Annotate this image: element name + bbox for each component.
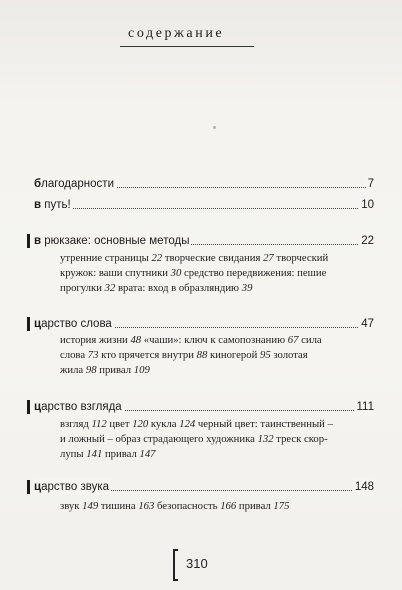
subentry-text: кружок: ваши спутники (60, 267, 171, 279)
toc-entry-page: 10 (361, 199, 374, 211)
toc-entry-title (34, 399, 124, 415)
toc-entry-initial: в (34, 235, 42, 247)
toc-subentry-line (60, 266, 360, 281)
subentry-page-number: 88 (196, 349, 208, 361)
toc-entry-page: 7 (367, 178, 374, 190)
subentry-page-number: 95 (260, 349, 271, 361)
toc-subentries (60, 499, 360, 514)
subentry-text: средство передвижения: пешие (181, 267, 327, 279)
subentry-page-number: 73 (87, 349, 99, 361)
toc-entry-title (34, 316, 114, 332)
subentry-page-number: 98 (85, 364, 97, 376)
subentry-page-number: 27 (263, 252, 274, 264)
subentry-text: безопасность (154, 500, 221, 512)
subentry-page-number: 124 (179, 418, 196, 430)
toc-entry-basic-methods[interactable] (34, 233, 374, 249)
toc-subentries (60, 333, 360, 378)
subentry-page-number: 149 (82, 500, 99, 512)
subentry-text: сила (298, 334, 322, 346)
toc-subentry-line (60, 251, 360, 266)
toc-entry-title-rest: рюкзаке: основные методы (41, 235, 190, 247)
subentry-page-number: 39 (241, 282, 253, 294)
page-title: содержание (128, 26, 225, 41)
toc-entry-title (34, 479, 111, 495)
subentry-text: и ложный – образ страдающего художника (60, 433, 258, 445)
page-number: 310 (186, 556, 208, 571)
subentry-text: жила (60, 364, 86, 376)
subentry-text: творческий (273, 252, 329, 264)
subentry-text: лупы (60, 448, 87, 460)
toc-entry-title (34, 197, 73, 213)
toc-entry-initial: б (34, 178, 42, 190)
subentry-text: тишина (98, 500, 139, 512)
subentry-page-number: 48 (130, 334, 142, 346)
subentry-text: киногерой (207, 349, 260, 361)
subentry-text: привал (96, 364, 134, 376)
paper-speck (213, 126, 216, 129)
toc-entry-page: 47 (361, 318, 374, 330)
toc-entry-title (34, 176, 116, 192)
subentry-page-number: 30 (170, 267, 182, 279)
section-marker (27, 234, 30, 248)
toc-entry-title-rest: лагодарности (41, 178, 114, 190)
toc-subentry-line (60, 432, 360, 447)
toc-subentries (60, 417, 360, 462)
subentry-text: привал (102, 448, 140, 460)
subentry-page-number: 67 (287, 334, 299, 346)
toc-subentry-line (60, 333, 360, 348)
toc-entry-word-kingdom[interactable] (34, 316, 374, 332)
subentry-page-number: 22 (151, 252, 163, 264)
subentry-page-number: 175 (273, 500, 290, 512)
toc-subentry-line (60, 348, 360, 363)
subentry-text: творческие свидания (162, 252, 264, 264)
toc-entry-sight-kingdom[interactable] (34, 399, 374, 415)
toc-subentry-line (60, 447, 360, 462)
subentry-text: история жизни (60, 334, 131, 346)
subentry-page-number: 163 (138, 500, 155, 512)
subentry-text: черный цвет: таинственный – (195, 418, 333, 430)
subentry-text: привал (236, 500, 274, 512)
dot-leader (34, 208, 374, 209)
toc-entry-page: 111 (356, 401, 374, 413)
toc-entry-initial: в (34, 199, 42, 211)
toc-entry-title-rest: арство звука (41, 481, 110, 493)
toc-subentry-line (60, 417, 360, 432)
subentry-text: врата: вход в образляндию (115, 282, 242, 294)
subentry-text: золотая (270, 349, 308, 361)
subentry-page-number: 32 (104, 282, 116, 294)
toc-entry-sound-kingdom[interactable] (34, 479, 374, 495)
section-marker (27, 400, 30, 414)
subentry-text: прогулки (60, 282, 105, 294)
toc-entry-title-rest: арство взгляда (41, 401, 122, 413)
subentry-text: кто прячется внутри (98, 349, 197, 361)
toc-entry-page: 148 (354, 481, 374, 493)
folio-bracket (173, 549, 178, 581)
subentry-page-number: 120 (132, 418, 149, 430)
subentry-text: кукла (148, 418, 180, 430)
page-header (128, 26, 246, 42)
toc-entry-initial: ц (34, 318, 42, 330)
subentry-page-number: 147 (139, 448, 156, 460)
subentry-text: взгляд (60, 418, 92, 430)
subentry-text: треск скор- (273, 433, 328, 445)
toc-subentry-line (60, 281, 360, 296)
subentry-text: «чаши»: ключ к самопознанию (141, 334, 288, 346)
toc-entry-title-rest: арство слова (41, 318, 112, 330)
toc-subentry-line (60, 363, 360, 378)
subentry-page-number: 141 (86, 448, 103, 460)
toc-entry-initial: ц (34, 401, 42, 413)
subentry-text: цвет (106, 418, 133, 430)
toc-subentry-line (60, 499, 360, 514)
section-marker (27, 317, 30, 331)
toc-entry-title (34, 233, 191, 249)
toc-entry-initial: ц (34, 481, 42, 493)
subentry-page-number: 132 (257, 433, 274, 445)
subentry-page-number: 112 (91, 418, 107, 430)
toc-entry-page: 22 (361, 235, 374, 247)
section-marker (27, 480, 30, 494)
subentry-text: слова (60, 349, 88, 361)
toc-entry-on-the-way[interactable] (34, 197, 374, 213)
subentry-text: утренние страницы (60, 252, 152, 264)
toc-entry-acknowledgements[interactable] (34, 176, 374, 192)
toc-subentries (60, 251, 360, 296)
subentry-text: звук (60, 500, 83, 512)
subentry-page-number: 166 (220, 500, 237, 512)
toc-entry-title-rest: путь! (41, 199, 71, 211)
title-rule (120, 46, 254, 47)
subentry-page-number: 109 (133, 364, 150, 376)
